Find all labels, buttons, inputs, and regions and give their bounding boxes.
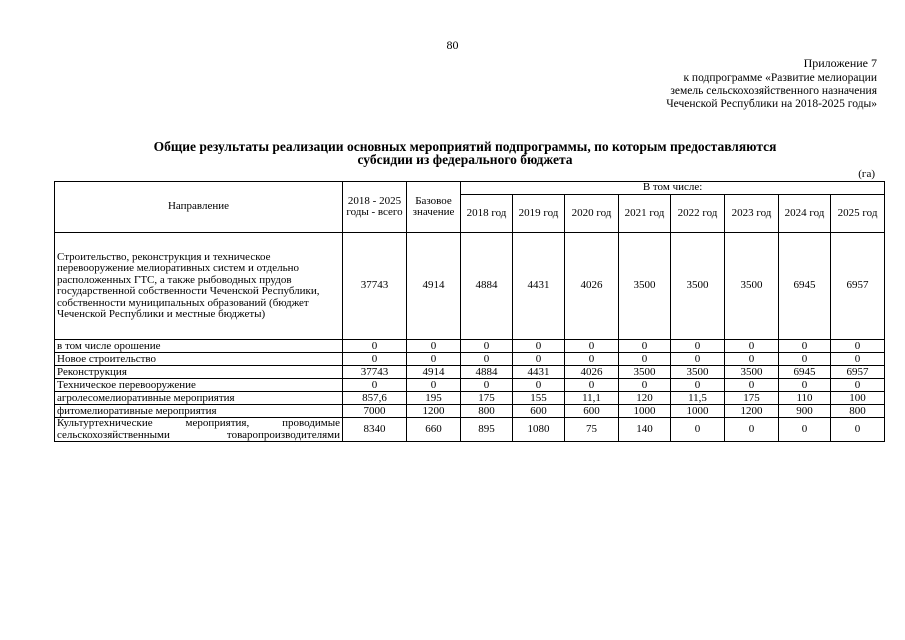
cell-value: 0 [671, 418, 725, 442]
header-year: 2024 год [779, 195, 831, 233]
cell-value: 0 [461, 379, 513, 392]
cell-total: 857,6 [343, 392, 407, 405]
cell-value: 800 [831, 405, 885, 418]
row-direction: Строительство, реконструкция и техническое перевооружение мелиоративных систем и отдельно расположенных ГТС, а также рыбоводных прудов государственной собственности Чеченской Республики, собственности муниципальных образований (бюджет Чеченской Республики и местные бюджеты) [55, 233, 343, 340]
page-number: 80 [446, 38, 459, 52]
cell-value: 100 [831, 392, 885, 405]
cell-value: 900 [779, 405, 831, 418]
row-direction: фитомелиоративные мероприятия [55, 405, 343, 418]
table-row [55, 418, 885, 442]
cell-value: 0 [831, 353, 885, 366]
cell-value: 140 [619, 418, 671, 442]
cell-value: 0 [671, 379, 725, 392]
cell-base: 0 [407, 379, 461, 392]
cell-value: 175 [461, 392, 513, 405]
cell-value: 0 [513, 379, 565, 392]
cell-value: 3500 [619, 366, 671, 379]
cell-value: 110 [779, 392, 831, 405]
cell-value: 0 [725, 340, 779, 353]
cell-value: 4431 [513, 366, 565, 379]
cell-value: 0 [513, 353, 565, 366]
cell-total: 8340 [343, 418, 407, 442]
cell-value: 4884 [461, 233, 513, 340]
cell-value: 6945 [779, 233, 831, 340]
cell-value: 1000 [619, 405, 671, 418]
row-direction: агролесомелиоративные мероприятия [55, 392, 343, 405]
header-year: 2019 год [513, 195, 565, 233]
header-base: Базовое значение [407, 182, 461, 233]
cell-value: 0 [565, 353, 619, 366]
cell-value: 1000 [671, 405, 725, 418]
cell-value: 0 [725, 418, 779, 442]
cell-value: 0 [619, 340, 671, 353]
cell-value: 0 [831, 379, 885, 392]
cell-total: 0 [343, 353, 407, 366]
cell-value: 6957 [831, 366, 885, 379]
cell-value: 0 [779, 353, 831, 366]
row-direction: Культуртехнические мероприятия, проводимые сельскохозяйственными товаропроизводителями [55, 418, 343, 442]
cell-value: 0 [725, 379, 779, 392]
document-title [52, 140, 878, 166]
cell-value: 11,1 [565, 392, 619, 405]
cell-total: 0 [343, 379, 407, 392]
cell-base: 0 [407, 340, 461, 353]
cell-value: 0 [565, 340, 619, 353]
cell-value: 0 [831, 418, 885, 442]
row-direction: в том числе орошение [55, 340, 343, 353]
row-direction: Реконструкция [55, 366, 343, 379]
cell-base: 195 [407, 392, 461, 405]
cell-value: 4431 [513, 233, 565, 340]
cell-value: 800 [461, 405, 513, 418]
cell-value: 75 [565, 418, 619, 442]
cell-base: 660 [407, 418, 461, 442]
cell-value: 0 [779, 379, 831, 392]
cell-value: 155 [513, 392, 565, 405]
table-row [55, 353, 885, 366]
appendix-subtitle [537, 72, 877, 111]
header-year: 2023 год [725, 195, 779, 233]
table-row [55, 233, 885, 340]
cell-base: 4914 [407, 366, 461, 379]
subtitle-line: земель сельскохозяйственного назначения [670, 85, 877, 97]
subtitle-line: к подпрограмме «Развитие мелиорации [683, 72, 877, 84]
header-year: 2018 год [461, 195, 513, 233]
appendix-label: Приложение 7 [803, 56, 877, 70]
cell-value: 0 [619, 379, 671, 392]
table-row [55, 366, 885, 379]
cell-base: 1200 [407, 405, 461, 418]
results-table [54, 181, 885, 442]
cell-value: 0 [565, 379, 619, 392]
cell-value: 4026 [565, 366, 619, 379]
header-including: В том числе: [461, 182, 885, 195]
table-row [55, 379, 885, 392]
cell-base: 4914 [407, 233, 461, 340]
cell-total: 37743 [343, 366, 407, 379]
cell-value: 0 [779, 340, 831, 353]
cell-value: 11,5 [671, 392, 725, 405]
table-row [55, 392, 885, 405]
cell-value: 0 [671, 340, 725, 353]
cell-value: 4884 [461, 366, 513, 379]
header-year: 2025 год [831, 195, 885, 233]
cell-value: 6957 [831, 233, 885, 340]
cell-total: 0 [343, 340, 407, 353]
title-line: субсидии из федерального бюджета [357, 152, 573, 167]
cell-base: 0 [407, 353, 461, 366]
cell-value: 0 [461, 340, 513, 353]
title-line: Общие результаты реализации основных мероприятий подпрограммы, по которым предоставляются [153, 139, 777, 154]
cell-value: 0 [725, 353, 779, 366]
cell-value: 1080 [513, 418, 565, 442]
unit-label: (га) [858, 168, 875, 180]
cell-value: 175 [725, 392, 779, 405]
cell-value: 600 [565, 405, 619, 418]
cell-value: 0 [671, 353, 725, 366]
header-year: 2021 год [619, 195, 671, 233]
cell-value: 0 [513, 340, 565, 353]
cell-total: 7000 [343, 405, 407, 418]
cell-value: 0 [779, 418, 831, 442]
header-year: 2022 год [671, 195, 725, 233]
cell-value: 0 [619, 353, 671, 366]
header-year: 2020 год [565, 195, 619, 233]
cell-value: 3500 [619, 233, 671, 340]
cell-value: 0 [461, 353, 513, 366]
cell-total: 37743 [343, 233, 407, 340]
cell-value: 600 [513, 405, 565, 418]
cell-value: 4026 [565, 233, 619, 340]
cell-value: 6945 [779, 366, 831, 379]
cell-value: 3500 [671, 366, 725, 379]
cell-value: 895 [461, 418, 513, 442]
cell-value: 3500 [725, 366, 779, 379]
cell-value: 3500 [671, 233, 725, 340]
row-direction: Техническое перевооружение [55, 379, 343, 392]
cell-value: 120 [619, 392, 671, 405]
row-direction: Новое строительство [55, 353, 343, 366]
header-direction: Направление [55, 182, 343, 233]
table-row [55, 340, 885, 353]
header-total: 2018 - 2025 годы - всего [343, 182, 407, 233]
cell-value: 1200 [725, 405, 779, 418]
cell-value: 0 [831, 340, 885, 353]
subtitle-line: Чеченской Республики на 2018-2025 годы» [666, 98, 877, 110]
cell-value: 3500 [725, 233, 779, 340]
table-row [55, 405, 885, 418]
